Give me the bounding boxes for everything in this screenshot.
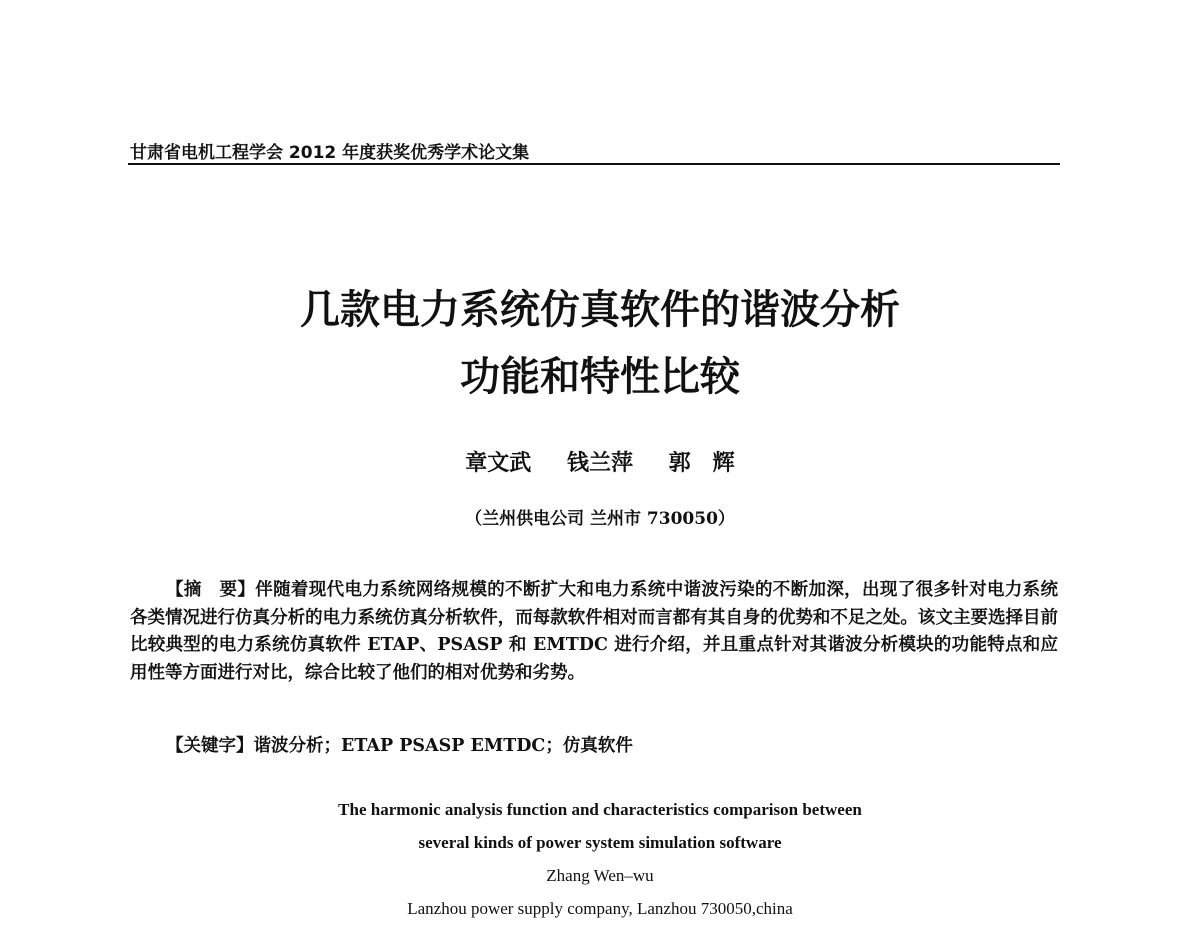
running-header: 甘肃省电机工程学会 2012 年度获奖优秀学术论文集: [130, 143, 530, 163]
header-rule: [128, 163, 1060, 165]
english-author: Zhang Wen–wu: [546, 866, 654, 885]
author-list: [0, 446, 1200, 477]
abstract: [130, 577, 1058, 687]
author-1: 章文武: [465, 450, 532, 476]
paper-title-line-1: 几款电力系统仿真软件的谐波分析: [300, 286, 900, 333]
keywords-label: 【关键字】: [166, 736, 254, 756]
author-2: 钱兰萍: [566, 450, 633, 476]
affiliation: （兰州供电公司 兰州市 730050）: [465, 509, 735, 529]
keywords-text: 谐波分析；ETAP PSASP EMTDC；仿真软件: [253, 736, 633, 756]
abstract-text: 伴随着现代电力系统网络规模的不断扩大和电力系统中谐波污染的不断加深，出现了很多针对电力系统各类情况进行仿真分析的电力系统仿真分析软件，而每款软件相对而言都有其自身的优势和不足之处。该文主要选择目前比较典型的电力系统仿真软件 ETAP、PSASP 和 EMTDC 进行介绍，并且重点针对其谐波分析模块的功能特点和应用性等方面进行对比，综合比较了他们的相对优势和劣势。: [130, 580, 1058, 683]
english-affiliation: Lanzhou power supply company, Lanzhou 730050,china: [407, 899, 793, 918]
paper-title-line-2: 功能和特性比较: [460, 353, 740, 400]
english-title-line-2: several kinds of power system simulation software: [418, 833, 782, 852]
english-title-line-1: The harmonic analysis function and characteristics comparison between: [338, 800, 862, 819]
keywords: [166, 732, 633, 757]
abstract-label: 【摘 要】: [166, 580, 256, 600]
author-3: 郭 辉: [668, 450, 735, 476]
